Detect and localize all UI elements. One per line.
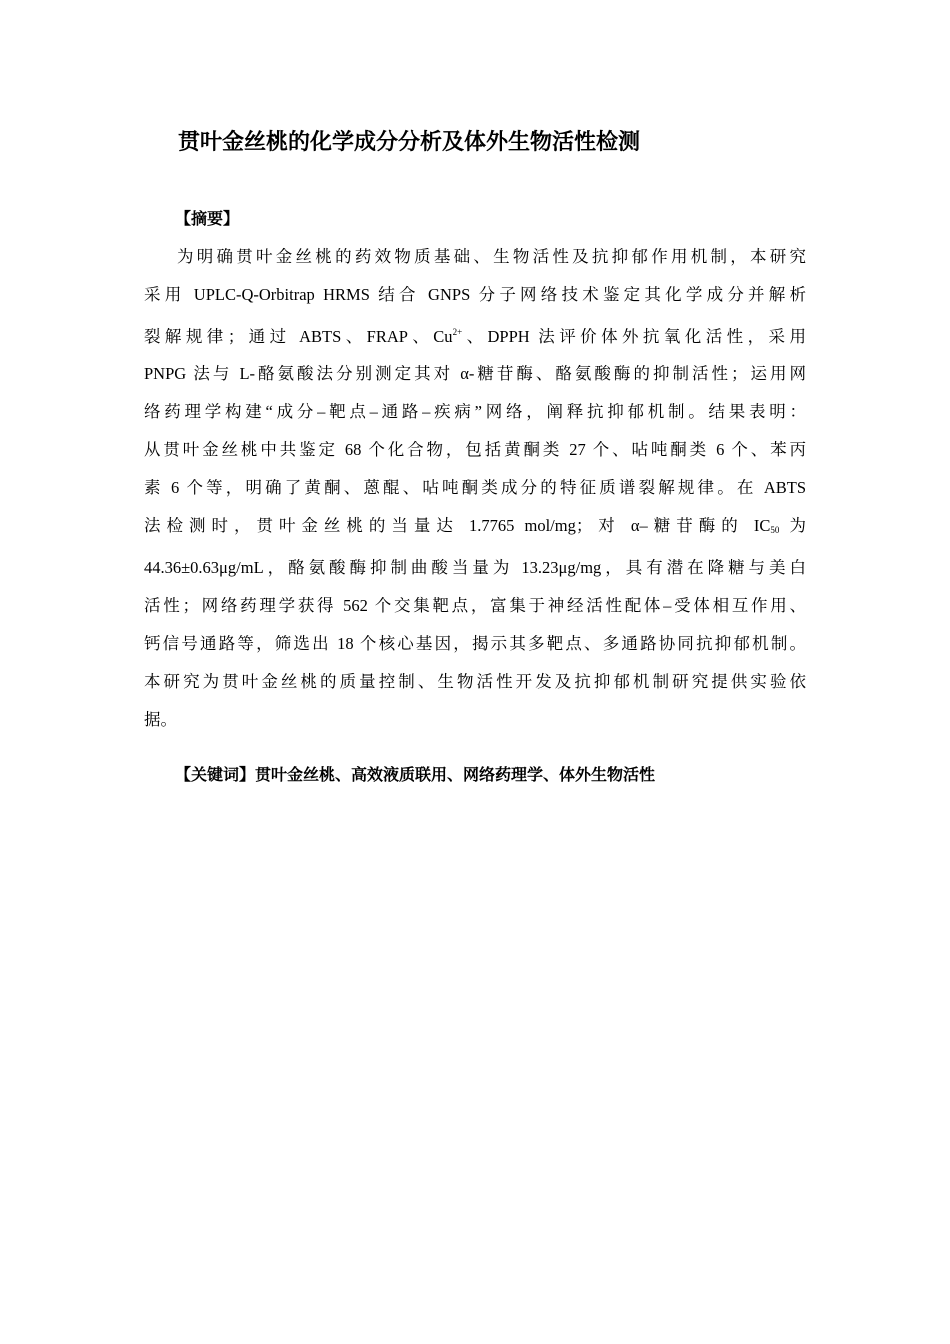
- abstract-line-part: 法检测时，贯叶金丝桃的当量达 1.7765 mol/mg；对 α–糖苷酶的 IC: [144, 515, 771, 535]
- abstract-label: 【摘要】: [175, 209, 240, 228]
- abstract-line: 本研究为贯叶金丝桃的质量控制、生物活性开发及抗抑郁机制研究提供实验依: [144, 671, 806, 691]
- abstract-line: [144, 314, 806, 356]
- abstract-body: [144, 238, 806, 738]
- abstract-line: 据。: [144, 709, 177, 729]
- abstract-line: 为明确贯叶金丝桃的药效物质基础、生物活性及抗抑郁作用机制，本研究: [177, 247, 806, 266]
- abstract-line: 从贯叶金丝桃中共鉴定 68 个化合物，包括黄酮类 27 个、呫吨酮类 6 个、苯丙: [144, 439, 806, 459]
- abstract-line: 44.36±0.63μg/mL，酪氨酸酶抑制曲酸当量为 13.23μg/mg，具有潜在降糖与美白: [144, 558, 806, 578]
- abstract-line-part: 、DPPH 法评价体外抗氧化活性，采用: [462, 326, 806, 346]
- abstract-line: [144, 507, 806, 550]
- subscript: 50: [770, 524, 780, 535]
- abstract-line: PNPG 法与 L-酪氨酸法分别测定其对 α-糖苷酶、酪氨酸酶的抑制活性；运用网: [144, 364, 806, 384]
- abstract-line: 素 6 个等，明确了黄酮、蒽醌、呫吨酮类成分的特征质谱裂解规律。在 ABTS: [144, 477, 806, 497]
- document-title: 贯叶金丝桃的化学成分分析及体外生物活性检测: [178, 130, 641, 155]
- abstract-line: 活性；网络药理学获得 562 个交集靶点，富集于神经活性配体–受体相互作用、: [144, 596, 806, 616]
- abstract-line-part: 为: [789, 515, 807, 535]
- superscript: 2+: [452, 326, 463, 337]
- abstract-line: 络药理学构建“成分–靶点–通路–疾病”网络，阐释抗抑郁机制。结果表明：: [144, 402, 806, 422]
- abstract-line: 采用 UPLC-Q-Orbitrap HRMS 结合 GNPS 分子网络技术鉴定其化学成分并解析: [144, 284, 806, 304]
- abstract-line-part: 裂解规律；通过 ABTS、FRAP、Cu: [144, 326, 453, 346]
- abstract-line: 钙信号通路等，筛选出 18 个核心基因，揭示其多靶点、多通路协同抗抑郁机制。: [144, 633, 806, 653]
- keywords: 【关键词】贯叶金丝桃、高效液质联用、网络药理学、体外生物活性: [175, 765, 656, 784]
